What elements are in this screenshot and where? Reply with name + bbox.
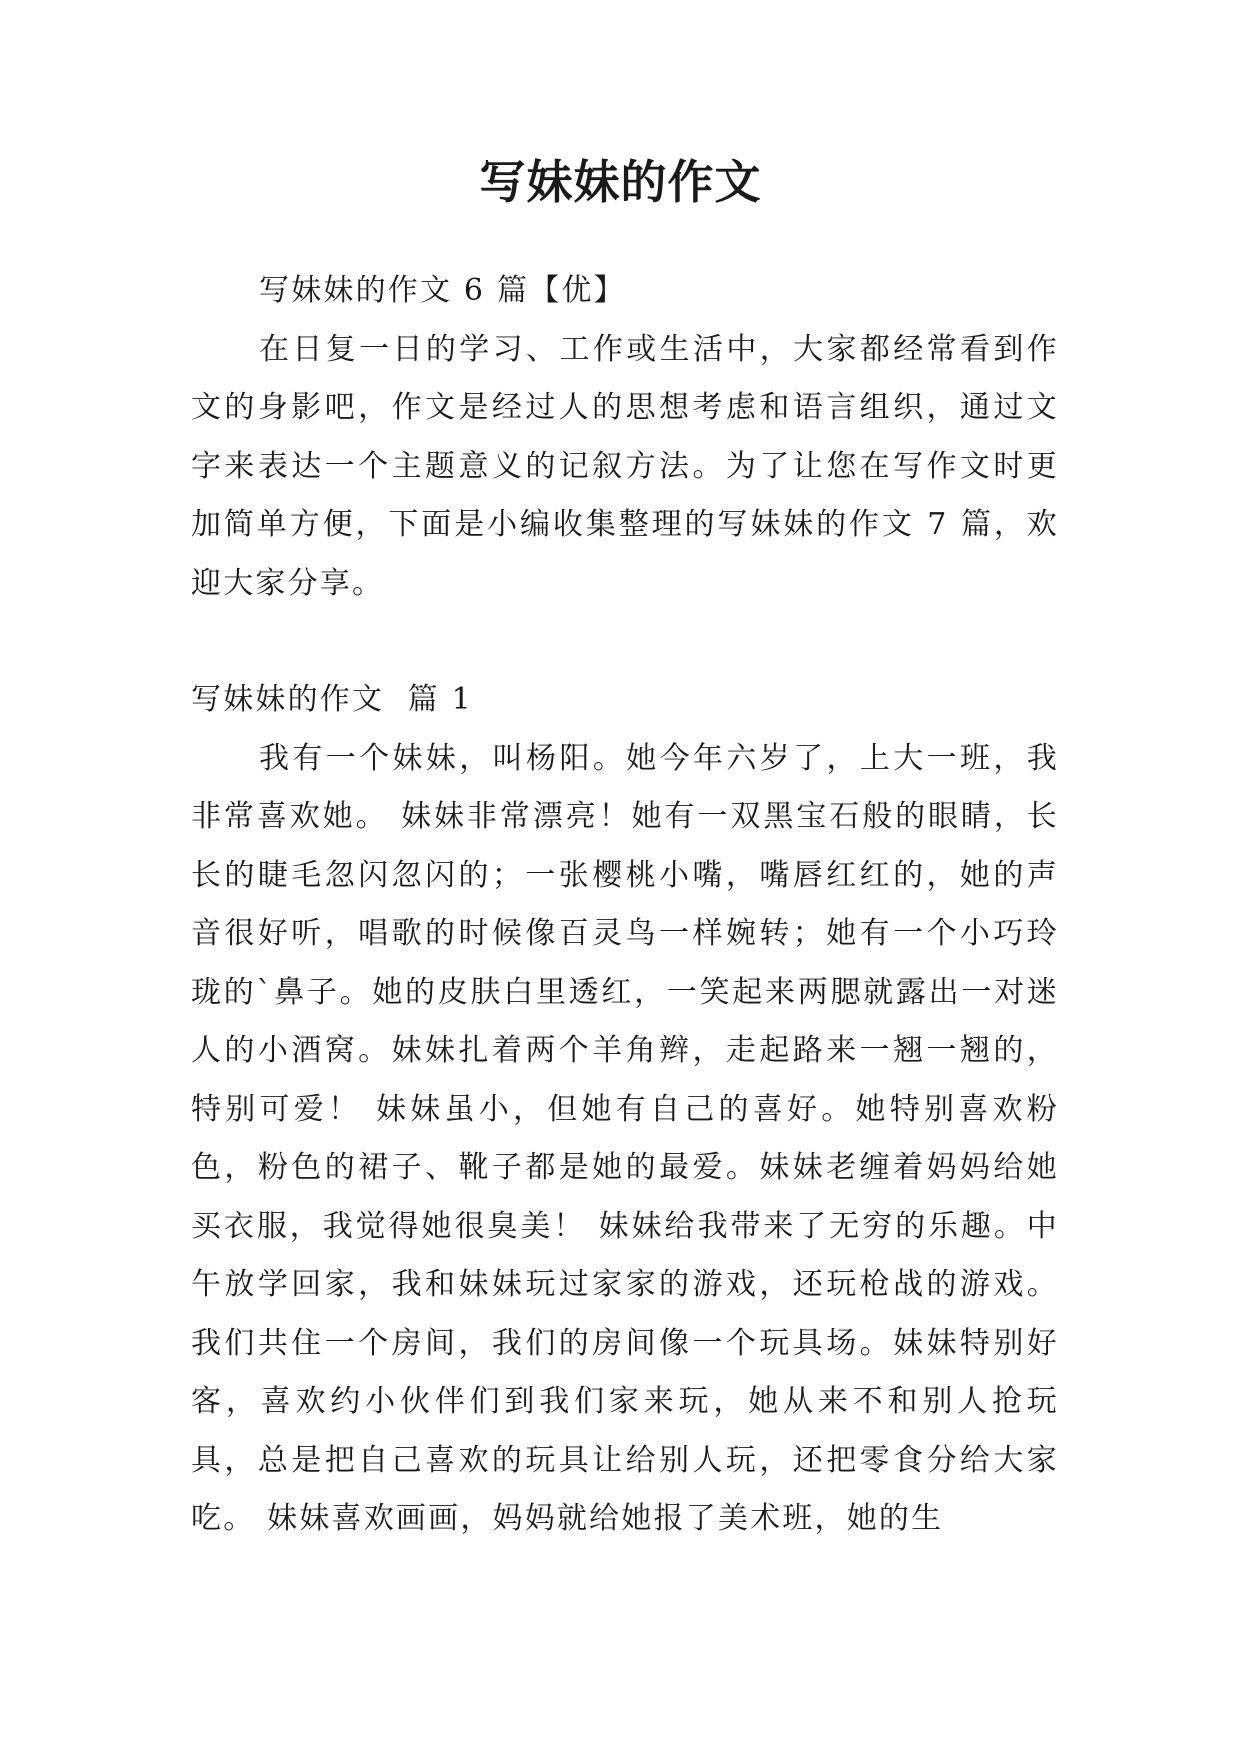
- section-heading: 写妹妹的作文 篇 1: [191, 682, 473, 717]
- section-body-paragraph: 我有一个妹妹，叫杨阳。她今年六岁了，上大一班，我非常喜欢她。 妹妹非常漂亮！她有一双黑宝石般的眼睛，长长的睫毛忽闪忽闪的；一张樱桃小嘴，嘴唇红红的，她的声音很好听，唱歌的时候像百灵鸟一样婉转；她有一个小巧玲珑的`鼻子。她的皮肤白里透红，一笑起来两腮就露出一对迷人的小酒窝。妹妹扎着两个羊角辫，走起路来一翘一翘的，特别可爱！ 妹妹虽小，但她有自己的喜好。她特别喜欢粉色，粉色的裙子、靴子都是她的最爱。妹妹老缠着妈妈给她买衣服，我觉得她很臭美！ 妹妹给我带来了无穷的乐趣。中午放学回家，我和妹妹玩过家家的游戏，还玩枪战的游戏。我们共住一个房间，我们的房间像一个玩具场。妹妹特别好客，喜欢约小伙伴们到我们家来玩，她从来不和别人抢玩具，总是把自己喜欢的玩具让给别人玩，还把零食分给大家吃。 妹妹喜欢画画，妈妈就给她报了美术班，她的生: [191, 740, 1059, 1536]
- document-title: 写妹妹的作文: [479, 155, 762, 209]
- document-subtitle: 写妹妹的作文 6 篇【优】: [259, 273, 626, 308]
- section-spacer: [191, 613, 1059, 671]
- document-body: [191, 262, 1059, 1549]
- intro-paragraph: 在日复一日的学习、工作或生活中，大家都经常看到作文的身影吧，作文是经过人的思想考虑和语言组织，通过文字来表达一个主题意义的记叙方法。为了让您在写作文时更加简单方便，下面是小编收集整理的写妹妹的作文 7 篇，欢迎大家分享。: [191, 331, 1059, 601]
